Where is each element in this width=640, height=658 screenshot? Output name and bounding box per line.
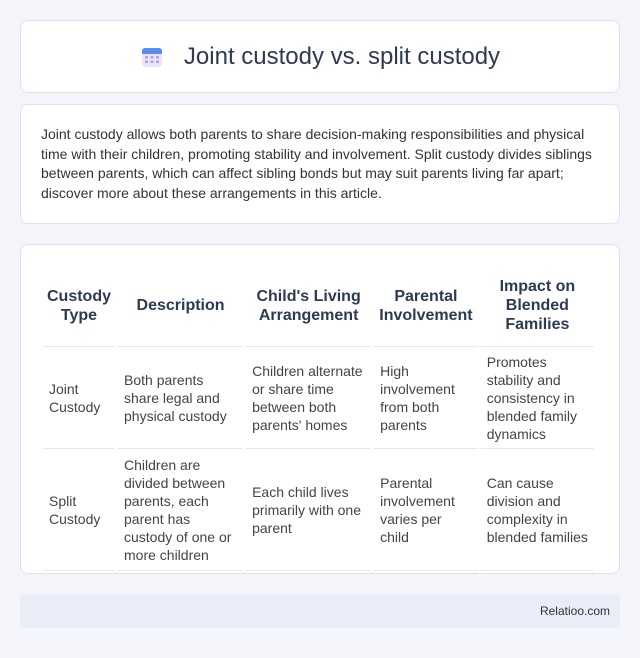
intro-card	[20, 104, 620, 224]
table-cell: Promotes stability and consistency in blended family dynamics	[481, 347, 594, 449]
table-row	[43, 449, 594, 571]
comparison-table	[40, 265, 597, 571]
intro-text: Joint custody allows both parents to share decision-making responsibilities and physical time with their children, promoting stability and involvement. Split custody divides siblings between parents, which can affect sibling bonds but may suit parents living far apart; discover more about these arrangements in this article.	[41, 126, 592, 201]
table-cell: Children alternate or share time between both parents' homes	[246, 347, 371, 449]
table-cell: Parental involvement varies per child	[374, 449, 478, 571]
table-card	[20, 244, 620, 574]
table-row	[43, 347, 594, 449]
footer	[20, 594, 620, 628]
calendar-icon	[140, 45, 164, 69]
table-cell: Joint Custody	[43, 347, 115, 449]
table-cell: Split Custody	[43, 449, 115, 571]
column-header: Child's Living Arrangement	[246, 265, 371, 347]
column-header: Custody Type	[43, 265, 115, 347]
title-card	[20, 20, 620, 93]
table-cell: Each child lives primarily with one parent	[246, 449, 371, 571]
column-header: Parental Involvement	[374, 265, 478, 347]
page-title: Joint custody vs. split custody	[183, 42, 501, 70]
column-header: Impact on Blended Families	[481, 265, 594, 347]
footer-brand[interactable]: Relatioo.com	[539, 604, 610, 618]
table-cell: High involvement from both parents	[374, 347, 478, 449]
table-cell: Both parents share legal and physical custody	[118, 347, 243, 449]
column-header: Description	[118, 265, 243, 347]
table-cell: Can cause division and complexity in blended families	[481, 449, 594, 571]
table-cell: Children are divided between parents, each parent has custody of one or more children	[118, 449, 243, 571]
table-header-row	[43, 265, 594, 347]
